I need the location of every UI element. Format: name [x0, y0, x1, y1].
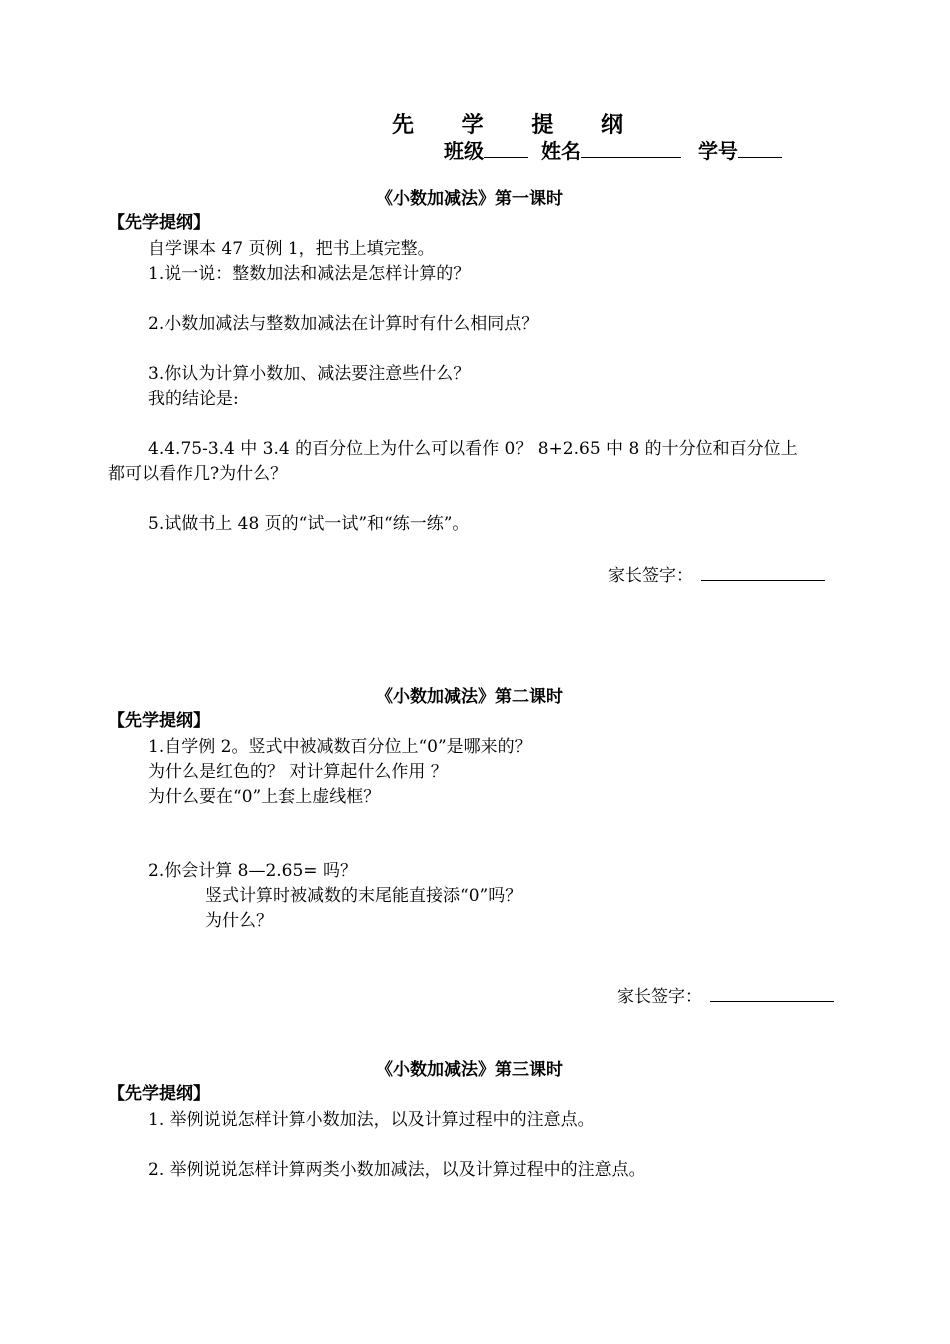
name-label: 姓名 — [540, 139, 581, 163]
class-label: 班级 — [444, 139, 484, 163]
lesson1-signature — [608, 564, 825, 586]
lesson2-question-2-line1: 2.你会计算 8—2.65= 吗？ — [148, 861, 357, 881]
student-info-row — [444, 139, 782, 163]
lesson2-question-1-line3: 为什么要在“0”上套上虚线框？ — [148, 787, 381, 807]
lesson3-question-1: 1. 举例说说怎样计算小数加法，以及计算过程中的注意点。 — [148, 1110, 595, 1130]
lesson2-question-1-line1: 1.自学例 2。竖式中被减数百分位上“0”是哪来的？ — [148, 737, 532, 757]
lesson1-question-1: 1.说一说：整数加法和减法是怎样计算的？ — [148, 264, 471, 284]
number-label: 学号 — [697, 139, 738, 163]
lesson1-title: 《小数加减法》第一课时 — [376, 189, 563, 209]
lesson1-signature-label: 家长签字： — [608, 566, 693, 586]
lesson3-title: 《小数加减法》第三课时 — [376, 1060, 563, 1080]
number-field[interactable] — [738, 139, 782, 158]
lesson2-section-label: 【先学提纲】 — [108, 711, 210, 731]
lesson1-signature-field[interactable] — [701, 564, 825, 581]
lesson1-question-3: 3.你认为计算小数加、减法要注意些什么？ — [148, 364, 471, 384]
lesson1-question-2: 2.小数加减法与整数加减法在计算时有什么相同点？ — [148, 314, 539, 334]
lesson2-question-2-line2: 竖式计算时被减数的末尾能直接添“0”吗？ — [205, 886, 523, 906]
lesson3-question-2: 2. 举例说说怎样计算两类小数加减法，以及计算过程中的注意点。 — [148, 1160, 646, 1180]
lesson3-section-label: 【先学提纲】 — [108, 1084, 210, 1104]
lesson1-intro: 自学课本 47 页例 1，把书上填完整。 — [148, 239, 435, 259]
class-field[interactable] — [484, 139, 528, 158]
lesson2-signature — [617, 985, 834, 1007]
lesson1-question-4-line2: 都可以看作几?为什么？ — [108, 464, 288, 484]
lesson2-signature-label: 家长签字： — [617, 987, 702, 1007]
lesson2-signature-field[interactable] — [710, 985, 834, 1002]
lesson1-conclusion-prompt: 我的结论是: — [148, 389, 239, 409]
lesson1-question-4-line1: 4.4.75-3.4 中 3.4 的百分位上为什么可以看作 0？ 8+2.65 中 8 的十分位和百分位上 — [148, 439, 798, 459]
lesson1-section-label: 【先学提纲】 — [108, 213, 210, 233]
name-field[interactable] — [581, 139, 681, 158]
lesson1-question-5: 5.试做书上 48 页的“试一试”和“练一练”。 — [148, 514, 470, 534]
lesson2-question-2-line3: 为什么？ — [205, 911, 273, 931]
lesson2-question-1-line2: 为什么是红色的？ 对计算起什么作用 ？ — [148, 762, 448, 782]
lesson2-title: 《小数加减法》第二课时 — [376, 687, 563, 707]
page-title: 先 学 提 纲 — [392, 113, 643, 138]
